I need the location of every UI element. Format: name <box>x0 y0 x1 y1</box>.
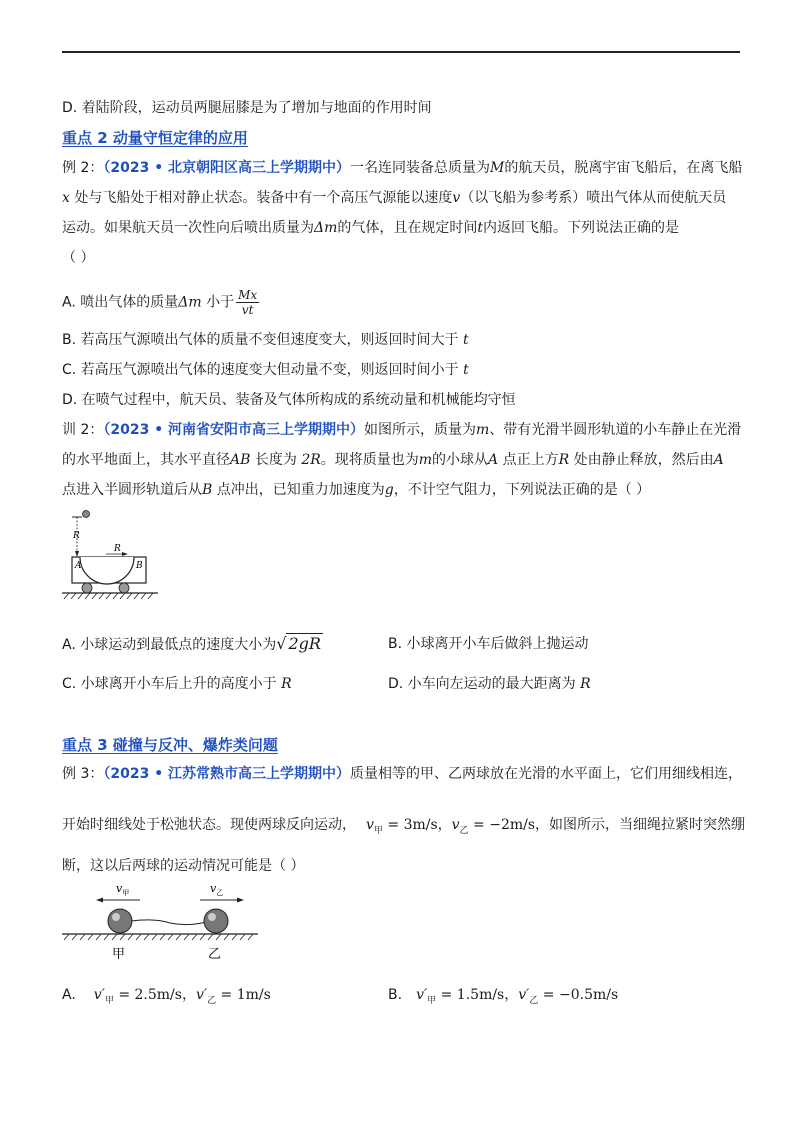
ex2-option-a <box>62 288 259 317</box>
velocity-value: = 3m/s <box>382 817 438 833</box>
tr2-source: （2023 • 河南省安阳市高三上学期期中） <box>103 422 365 438</box>
math-t: t <box>477 220 484 236</box>
tr2-option-b: B. 小球离开小车后做斜上抛运动 <box>388 636 589 652</box>
ex3-line-1 <box>62 764 742 784</box>
velocity-value: = −2m/s <box>468 817 536 833</box>
math-v: v <box>451 817 460 833</box>
text: ，如图所示，当细绳拉紧时突然绷 <box>535 817 746 833</box>
section-2-title: 重点 2 动量守恒定律的应用 <box>62 129 248 147</box>
text: ， <box>504 987 519 1003</box>
ex3-line-2 <box>62 815 745 841</box>
math-R: R <box>580 676 591 692</box>
option-label: A. <box>62 987 76 1003</box>
text: 内返回飞船。下列说法正确的是 <box>483 220 680 236</box>
text: D. 小车向左运动的最大距离为 <box>388 676 581 692</box>
text: 的水平地面上，其水平直径 <box>62 452 230 468</box>
text: 点进入半圆形轨道后从 <box>62 482 202 498</box>
math-v-prime: v′ <box>416 987 428 1003</box>
cart-track-figure <box>60 505 160 605</box>
fig-label-B: B <box>136 561 143 571</box>
math-v: v <box>366 817 374 833</box>
tr2-label: 训 2： <box>62 422 104 438</box>
math-R: R <box>558 452 570 468</box>
fig-label-R-horizontal: R <box>114 544 121 554</box>
text: 处由静止释放，然后由 <box>569 452 714 468</box>
math-m: m <box>418 452 433 468</box>
ex2-answer-paren: （ ） <box>62 250 95 266</box>
ex3-option-a <box>62 985 271 1011</box>
math-A: A <box>488 452 499 468</box>
text: 如图所示，质量为 <box>364 422 477 438</box>
text: 长度为 <box>250 452 302 468</box>
tr2-line-3 <box>62 480 650 500</box>
text: B. 若高压气源喷出气体的质量不变但速度变大，则返回时间大于 <box>62 332 463 348</box>
text: 点冲出，已知重力加速度为 <box>212 482 385 498</box>
two-balls-figure <box>60 878 260 962</box>
tr2-option-a <box>62 634 323 655</box>
math-R: R <box>281 676 292 692</box>
ex2-line-2 <box>62 188 726 208</box>
math-t: t <box>462 332 469 348</box>
header-rule <box>62 51 740 53</box>
text: 的航天员，脱离宇宙飞船后，在离飞船 <box>504 160 743 176</box>
fig-label-ball-jia: 甲 <box>112 947 126 962</box>
ex2-option-d: D. 在喷气过程中，航天员、装备及气体所构成的系统动量和机械能均守恒 <box>62 392 516 408</box>
text: 的气体，且在规定时间 <box>337 220 478 236</box>
subscript: 甲 <box>104 995 114 1006</box>
subscript: 甲 <box>427 995 437 1006</box>
ex3-line-3: 断，这以后两球的运动情况可能是（ ） <box>62 858 305 874</box>
ex2-option-b <box>62 330 469 350</box>
text: 开始时细线处于松弛状态。现使两球反向运动， <box>62 817 356 833</box>
fraction-numerator: Mx <box>238 288 258 302</box>
fig-label-v-yi: $v_乙$ <box>210 882 224 897</box>
text: ， <box>437 817 452 833</box>
sqrt-radicand: 2gR <box>288 634 321 653</box>
sqrt-2gR: √ 2gR <box>276 634 321 653</box>
velocity-value: = 1.5m/s <box>436 987 505 1003</box>
text: ， <box>181 987 196 1003</box>
tr2-line-1 <box>62 420 741 440</box>
math-v-prime: v′ <box>93 987 105 1003</box>
fig-label-v-jia: $v_甲$ <box>116 882 130 897</box>
math-g: g <box>384 482 394 498</box>
math-x: x <box>62 190 70 206</box>
math-AB: AB <box>230 452 251 468</box>
fraction-mx-vt <box>236 288 259 317</box>
text: 运动。如果航天员一次性向后喷出质量为 <box>62 220 314 236</box>
math-v-prime: v′ <box>518 987 530 1003</box>
math-dm: Δm <box>178 294 202 311</box>
text: 一名连同装备总质量为 <box>350 160 491 176</box>
text: 的小球从 <box>432 452 489 468</box>
text: 、带有光滑半圆形轨道的小车静止在光滑 <box>489 422 742 438</box>
math-2R: 2R <box>301 452 321 468</box>
math-M: M <box>490 160 505 176</box>
math-v: v <box>452 190 461 206</box>
prev-option-d: D. 着陆阶段，运动员两腿屈膝是为了增加与地面的作用时间 <box>62 100 432 116</box>
math-dm: Δm <box>314 220 338 236</box>
text: A. 喷出气体的质量 <box>62 294 179 311</box>
ex2-label: 例 2： <box>62 160 104 176</box>
option-label: B. <box>388 987 403 1003</box>
subscript: 乙 <box>459 825 469 836</box>
text: 。现将质量也为 <box>320 452 419 468</box>
section-3-title: 重点 3 碰撞与反冲、爆炸类问题 <box>62 736 278 754</box>
subscript: 甲 <box>373 825 383 836</box>
text: （以飞船为参考系）喷出气体从而使航天员 <box>460 190 727 206</box>
text: C. 小球离开小车后上升的高度小于 <box>62 676 282 692</box>
subscript: 乙 <box>529 995 539 1006</box>
ex2-option-c <box>62 360 469 380</box>
math-m: m <box>476 422 490 438</box>
text: ，不计空气阻力，下列说法正确的是（ ） <box>393 482 651 498</box>
fig-label-R-vertical: R <box>73 531 80 541</box>
tr2-option-d <box>388 674 591 694</box>
math-t: t <box>463 362 469 378</box>
velocity-value: = −0.5m/s <box>538 987 619 1003</box>
ex2-line-3 <box>62 218 679 238</box>
fig-label-A: A <box>75 561 82 571</box>
tr2-option-c <box>62 674 292 694</box>
text: 处与飞船处于相对静止状态。装备中有一个高压气源能以速度 <box>69 190 453 206</box>
text: 点正上方 <box>498 452 559 468</box>
math-A: A <box>713 452 724 468</box>
fig-label-ball-yi: 乙 <box>208 947 222 962</box>
subscript: 乙 <box>207 995 217 1006</box>
text: A. 小球运动到最低点的速度大小为 <box>62 637 277 653</box>
ex2-line-1 <box>62 158 742 178</box>
ex2-source: （2023 • 北京朝阳区高三上学期期中） <box>103 160 351 176</box>
text: 小于 <box>201 294 235 311</box>
tr2-line-2 <box>62 450 724 470</box>
math-v-prime: v′ <box>195 987 208 1003</box>
ex3-option-b <box>388 985 618 1011</box>
ex3-label: 例 3： <box>62 766 104 782</box>
fraction-denominator: vt <box>241 303 254 317</box>
text: 质量相等的甲、乙两球放在光滑的水平面上，它们用细线相连， <box>350 766 743 782</box>
velocity-value: = 1m/s <box>216 987 271 1003</box>
math-B: B <box>202 482 213 498</box>
text: C. 若高压气源喷出气体的速度变大但动量不变，则返回时间小于 <box>62 362 464 378</box>
ex3-source: （2023 • 江苏常熟市高三上学期期中） <box>103 766 351 782</box>
velocity-value: = 2.5m/s <box>113 987 182 1003</box>
